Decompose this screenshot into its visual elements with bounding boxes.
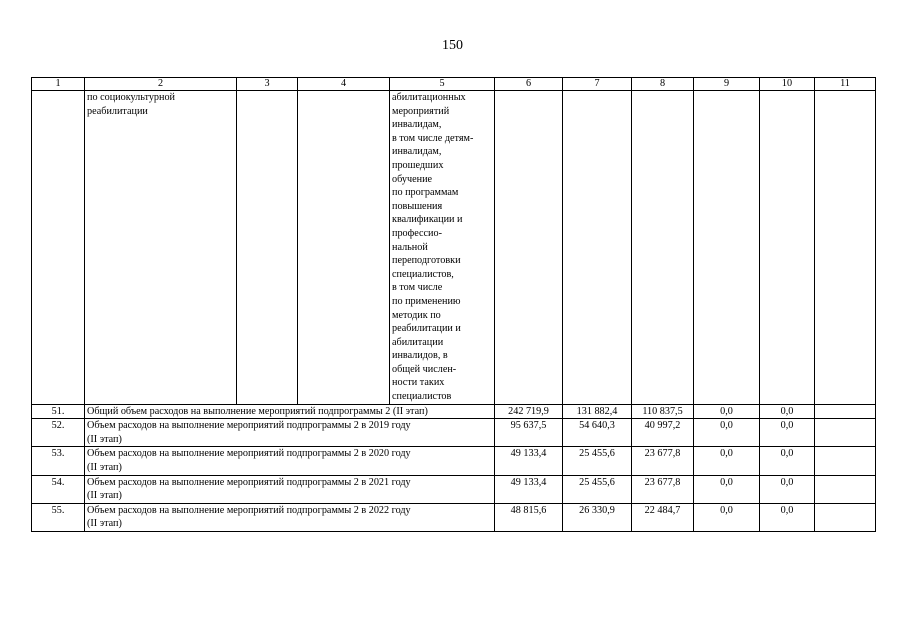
row-description: Объем расходов на выполнение мероприятий подпрограммы 2 в 2019 году (II этап): [85, 419, 495, 447]
value-total: 95 637,5: [495, 419, 563, 447]
column-header: 8: [632, 78, 694, 91]
value-col11: [815, 475, 876, 503]
table-cell: [815, 91, 876, 405]
value-col9: 0,0: [694, 419, 760, 447]
value-total: 49 133,4: [495, 447, 563, 475]
value-total: 48 815,6: [495, 503, 563, 531]
column-header: 10: [760, 78, 815, 91]
value-col11: [815, 447, 876, 475]
value-col10: 0,0: [760, 475, 815, 503]
table-cell: [298, 91, 390, 405]
column-header: 7: [563, 78, 632, 91]
table-cell: [495, 91, 563, 405]
row-description: Объем расходов на выполнение мероприятий подпрограммы 2 в 2021 году (II этап): [85, 475, 495, 503]
table-row: [32, 447, 876, 475]
value-col7: 26 330,9: [563, 503, 632, 531]
value-col7: 54 640,3: [563, 419, 632, 447]
table-row: [32, 419, 876, 447]
value-col9: 0,0: [694, 404, 760, 419]
row-number: 51.: [32, 404, 85, 419]
value-col10: 0,0: [760, 447, 815, 475]
column-header: 11: [815, 78, 876, 91]
value-col7: 25 455,6: [563, 475, 632, 503]
column-header: 9: [694, 78, 760, 91]
table-cell: [563, 91, 632, 405]
value-col8: 110 837,5: [632, 404, 694, 419]
row-description: Объем расходов на выполнение мероприятий подпрограммы 2 в 2022 году (II этап): [85, 503, 495, 531]
value-col10: 0,0: [760, 503, 815, 531]
value-col10: 0,0: [760, 419, 815, 447]
page-number: 150: [442, 38, 463, 53]
column-number-row: [32, 78, 876, 91]
row-number: 54.: [32, 475, 85, 503]
table-row: [32, 404, 876, 419]
value-col7: 131 882,4: [563, 404, 632, 419]
value-col8: 40 997,2: [632, 419, 694, 447]
row-number: 55.: [32, 503, 85, 531]
value-col11: [815, 419, 876, 447]
measure-name-cell: по социокультурной реабилитации: [85, 91, 237, 405]
value-total: 49 133,4: [495, 475, 563, 503]
budget-table: [31, 77, 876, 532]
column-header: 6: [495, 78, 563, 91]
table-cell: [632, 91, 694, 405]
row-number: 52.: [32, 419, 85, 447]
value-col8: 22 484,7: [632, 503, 694, 531]
indicator-name-cell: абилитационных мероприятий инвалидам, в том числе детям- инвалидам, прошедших обучение по программам повышения квалификации и профессио- нальной переподготовки специалистов, в том числе по применению методик по реабилитации и абилитации инвалидов, в общей числен- ности таких специалистов: [390, 91, 495, 405]
value-col11: [815, 404, 876, 419]
row-description: Общий объем расходов на выполнение мероприятий подпрограммы 2 (II этап): [85, 404, 495, 419]
column-header: 5: [390, 78, 495, 91]
table-cell: [694, 91, 760, 405]
table-row: [32, 503, 876, 531]
row-description: Объем расходов на выполнение мероприятий подпрограммы 2 в 2020 году (II этап): [85, 447, 495, 475]
column-header: 3: [237, 78, 298, 91]
value-col9: 0,0: [694, 447, 760, 475]
row-number: 53.: [32, 447, 85, 475]
table-cell: [760, 91, 815, 405]
continuation-row: [32, 91, 876, 405]
column-header: 1: [32, 78, 85, 91]
value-col9: 0,0: [694, 475, 760, 503]
table-cell: [32, 91, 85, 405]
column-header: 2: [85, 78, 237, 91]
value-col8: 23 677,8: [632, 447, 694, 475]
value-col8: 23 677,8: [632, 475, 694, 503]
value-col11: [815, 503, 876, 531]
value-total: 242 719,9: [495, 404, 563, 419]
value-col7: 25 455,6: [563, 447, 632, 475]
value-col10: 0,0: [760, 404, 815, 419]
table-cell: [237, 91, 298, 405]
column-header: 4: [298, 78, 390, 91]
value-col9: 0,0: [694, 503, 760, 531]
table-row: [32, 475, 876, 503]
